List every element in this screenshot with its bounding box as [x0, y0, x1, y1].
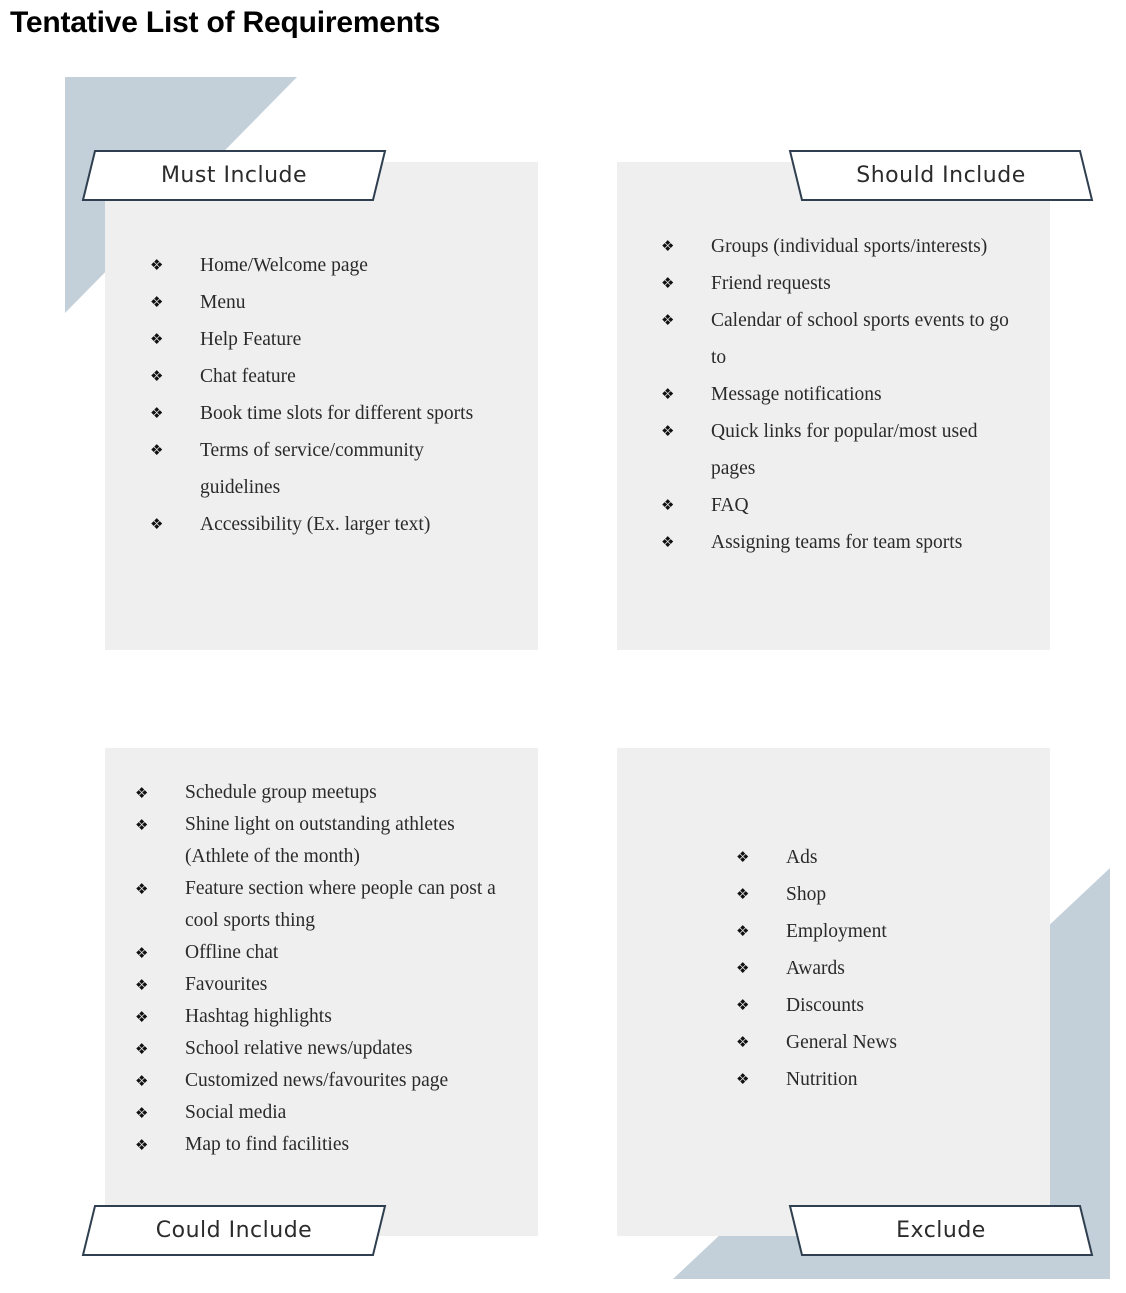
list-item-text: Groups (individual sports/interests) [711, 236, 988, 257]
diamond-four-bullet-icon: ❖ [135, 1008, 149, 1026]
diamond-four-bullet-icon: ❖ [150, 404, 164, 422]
list-item-text: Nutrition [786, 1069, 858, 1090]
list-item-text: Shine light on outstanding athletes (Athlete of the month) [185, 814, 455, 867]
diamond-four-bullet-icon: ❖ [150, 515, 164, 533]
list-item [150, 247, 495, 284]
list-item-text: Menu [200, 292, 246, 313]
could-include-label-tab [81, 1204, 387, 1257]
list-item-text: Accessibility (Ex. larger text) [200, 514, 431, 535]
list-item-text: Assigning teams for team sports [711, 532, 963, 553]
list-item [736, 913, 996, 950]
diamond-four-bullet-icon: ❖ [736, 996, 750, 1014]
list-item-text: Shop [786, 884, 827, 905]
list-item [150, 284, 495, 321]
list-item-text: Help Feature [200, 329, 302, 350]
exclude-label-tab [788, 1204, 1094, 1257]
list-item [661, 524, 1011, 561]
could-include-label: Could Include [155, 1218, 313, 1243]
diamond-four-bullet-icon: ❖ [150, 441, 164, 459]
list-item-text: Calendar of school sports events to go to [711, 310, 1009, 368]
list-item [661, 302, 1011, 376]
diamond-four-bullet-icon: ❖ [736, 922, 750, 940]
list-item [135, 937, 510, 969]
list-item-text: Quick links for popular/most used pages [711, 421, 978, 479]
list-item [135, 1129, 510, 1161]
list-item-text: Friend requests [711, 273, 831, 294]
diamond-four-bullet-icon: ❖ [135, 944, 149, 962]
diamond-four-bullet-icon: ❖ [736, 1070, 750, 1088]
diamond-four-bullet-icon: ❖ [661, 274, 675, 292]
diamond-four-bullet-icon: ❖ [135, 816, 149, 834]
list-item-text: Map to find facilities [185, 1134, 350, 1155]
list-item [150, 506, 495, 543]
list-item-text: Home/Welcome page [200, 255, 368, 276]
list-item [661, 265, 1011, 302]
list-item [135, 1001, 510, 1033]
list-item-text: School relative news/updates [185, 1038, 413, 1059]
must-include-label: Must Include [160, 163, 308, 188]
list-item [150, 358, 495, 395]
list-item-text: Offline chat [185, 942, 279, 963]
exclude-label: Exclude [896, 1218, 986, 1243]
list-item-text: Terms of service/community guidelines [200, 440, 424, 498]
list-item [135, 777, 510, 809]
page-title: Tentative List of Requirements [10, 6, 441, 39]
list-item-text: Feature section where people can post a cool sports thing [185, 878, 496, 931]
diamond-four-bullet-icon: ❖ [150, 367, 164, 385]
list-item [135, 1097, 510, 1129]
list-item-text: Hashtag highlights [185, 1006, 332, 1027]
list-item [661, 487, 1011, 524]
list-item-text: Ads [786, 847, 818, 868]
list-item [150, 395, 495, 432]
diamond-four-bullet-icon: ❖ [135, 1072, 149, 1090]
list-item-text: Favourites [185, 974, 268, 995]
exclude-list [736, 839, 996, 1098]
diamond-four-bullet-icon: ❖ [661, 422, 675, 440]
list-item [736, 987, 996, 1024]
list-item-text: Schedule group meetups [185, 782, 377, 803]
list-item [150, 432, 495, 506]
diamond-four-bullet-icon: ❖ [150, 293, 164, 311]
list-item-text: Chat feature [200, 366, 296, 387]
list-item [661, 413, 1011, 487]
diamond-four-bullet-icon: ❖ [661, 496, 675, 514]
list-item [135, 809, 510, 873]
list-item-text: Customized news/favourites page [185, 1070, 449, 1091]
list-item-text: Message notifications [711, 384, 882, 405]
list-item [150, 321, 495, 358]
list-item-text: Employment [786, 921, 887, 942]
diamond-four-bullet-icon: ❖ [150, 330, 164, 348]
list-item [736, 876, 996, 913]
should-include-label: Should Include [856, 163, 1026, 188]
diamond-four-bullet-icon: ❖ [661, 311, 675, 329]
diamond-four-bullet-icon: ❖ [661, 237, 675, 255]
diamond-four-bullet-icon: ❖ [135, 784, 149, 802]
diamond-four-bullet-icon: ❖ [661, 385, 675, 403]
must-include-list [150, 247, 495, 543]
list-item-text: Book time slots for different sports [200, 403, 474, 424]
diamond-four-bullet-icon: ❖ [661, 533, 675, 551]
list-item [661, 228, 1011, 265]
list-item [736, 950, 996, 987]
diamond-four-bullet-icon: ❖ [150, 256, 164, 274]
diamond-four-bullet-icon: ❖ [736, 959, 750, 977]
list-item-text: Awards [786, 958, 845, 979]
diamond-four-bullet-icon: ❖ [736, 848, 750, 866]
list-item-text: General News [786, 1032, 897, 1053]
diamond-four-bullet-icon: ❖ [135, 880, 149, 898]
diamond-four-bullet-icon: ❖ [135, 1040, 149, 1058]
list-item [135, 969, 510, 1001]
list-item [135, 873, 510, 937]
diamond-four-bullet-icon: ❖ [135, 1104, 149, 1122]
list-item-text: Social media [185, 1102, 287, 1123]
diamond-four-bullet-icon: ❖ [135, 976, 149, 994]
list-item [736, 1061, 996, 1098]
should-include-list [661, 228, 1011, 561]
list-item-text: Discounts [786, 995, 864, 1016]
diamond-four-bullet-icon: ❖ [135, 1136, 149, 1154]
list-item [736, 1024, 996, 1061]
list-item [661, 376, 1011, 413]
diamond-four-bullet-icon: ❖ [736, 885, 750, 903]
diamond-four-bullet-icon: ❖ [736, 1033, 750, 1051]
list-item [135, 1065, 510, 1097]
list-item [736, 839, 996, 876]
list-item [135, 1033, 510, 1065]
list-item-text: FAQ [711, 495, 749, 516]
should-include-label-tab [788, 149, 1094, 202]
must-include-label-tab [81, 149, 387, 202]
could-include-list [135, 777, 510, 1161]
